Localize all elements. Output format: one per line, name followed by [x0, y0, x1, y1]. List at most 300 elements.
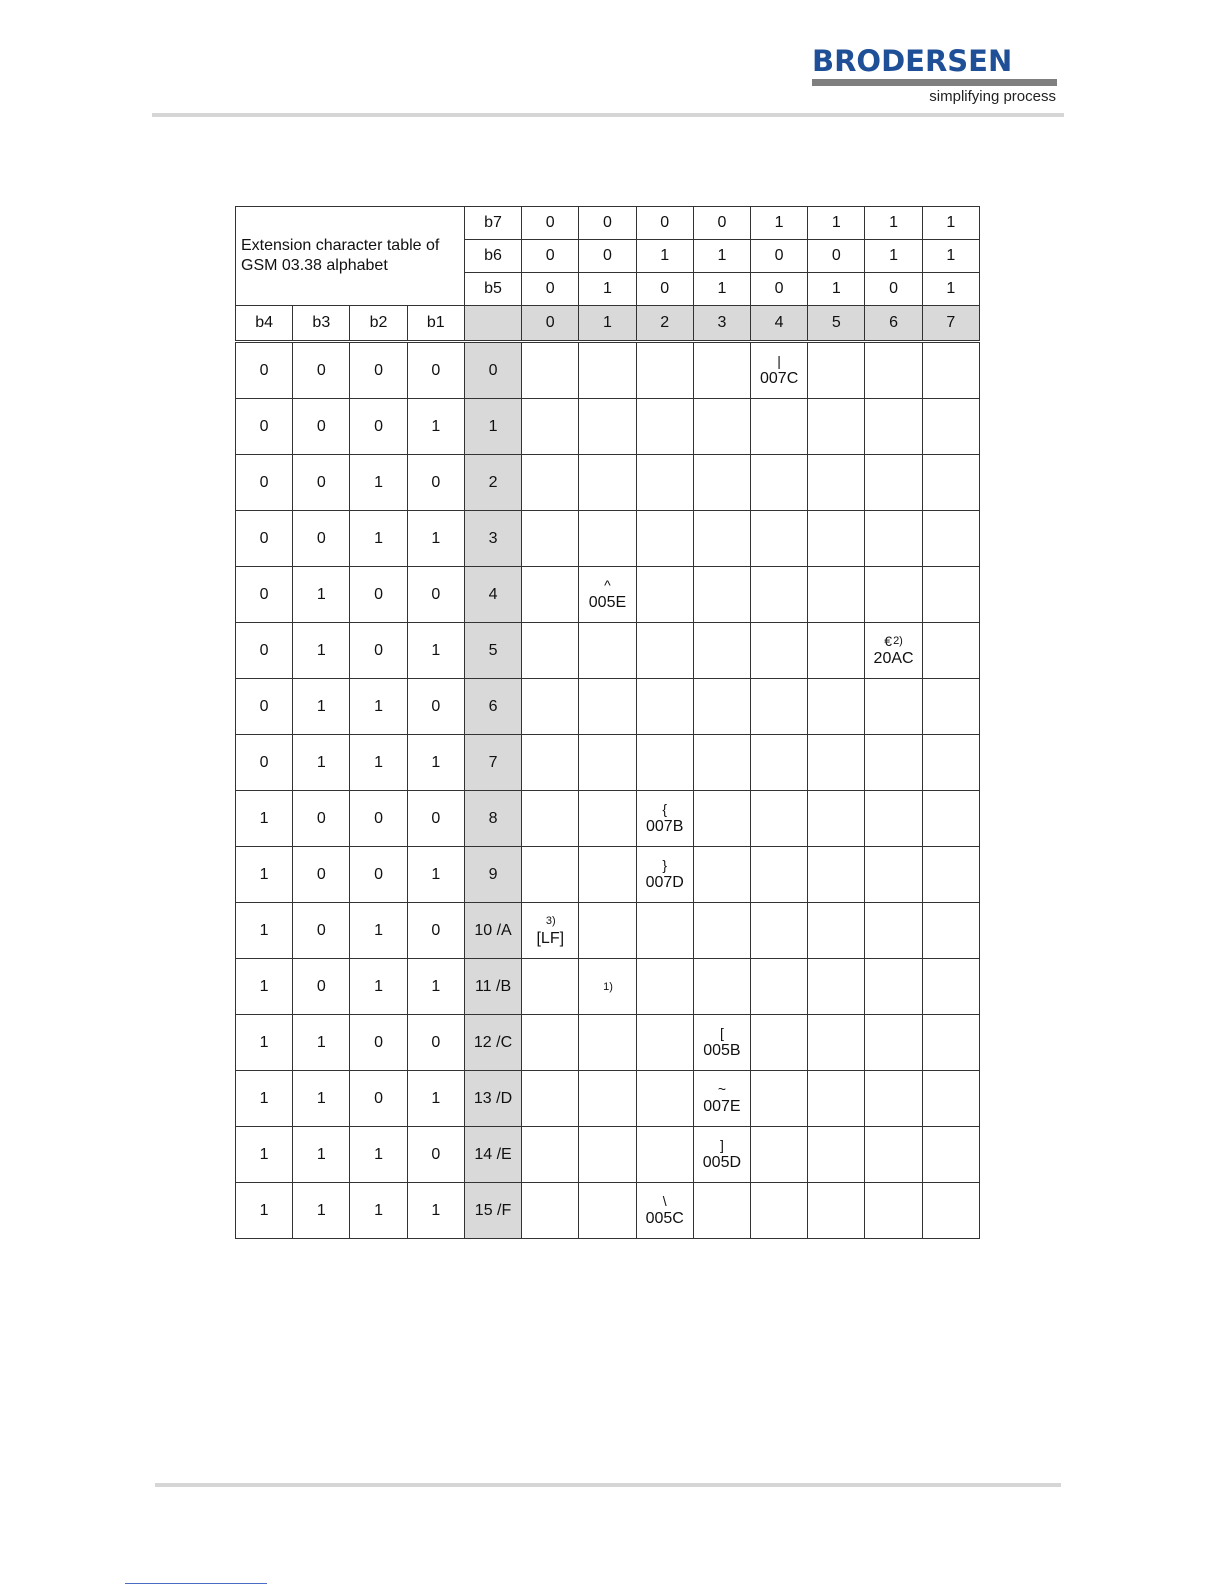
character-cell: [808, 1015, 865, 1071]
logo-bar: [812, 79, 1057, 86]
character-cell: [522, 735, 579, 791]
bit-value: 0: [407, 679, 464, 735]
character-cell: [865, 847, 922, 903]
bit-value: 0: [407, 1127, 464, 1183]
bit-header-row: [236, 207, 980, 240]
bit-value: 1: [865, 207, 922, 240]
bit-value: 1: [236, 1127, 293, 1183]
footnote-marker: 1): [603, 980, 613, 993]
character-glyph: [694, 1081, 750, 1097]
bit-value: 0: [236, 455, 293, 511]
character-glyph: [637, 857, 693, 873]
bit-value: 0: [865, 273, 922, 306]
glyph: ]: [719, 1136, 724, 1153]
character-cell: [579, 903, 636, 959]
character-cell: [922, 791, 979, 847]
column-index: 6: [865, 306, 922, 342]
unicode-code: 20AC: [873, 649, 914, 667]
bit-value: 0: [636, 273, 693, 306]
character-cell: [693, 903, 750, 959]
character-cell: [865, 1071, 922, 1127]
table-row: [236, 1183, 980, 1239]
table-row: [236, 455, 980, 511]
bit-value: 1: [407, 1071, 464, 1127]
character-cell: [865, 1015, 922, 1071]
character-cell: [693, 847, 750, 903]
bit-value: 0: [236, 679, 293, 735]
character-cell: [808, 679, 865, 735]
character-cell: [636, 399, 693, 455]
character-cell: [693, 623, 750, 679]
bit-value: 1: [693, 240, 750, 273]
glyph: }: [662, 856, 668, 873]
character-cell: [865, 791, 922, 847]
column-index: 4: [751, 306, 808, 342]
row-index: 1: [464, 399, 521, 455]
footnote-marker: 3): [545, 914, 556, 927]
bit-value: 1: [407, 735, 464, 791]
bit-label: b1: [407, 306, 464, 342]
bit-value: 0: [236, 567, 293, 623]
bit-value: 1: [293, 679, 350, 735]
row-index: 9: [464, 847, 521, 903]
character-cell: [522, 1183, 579, 1239]
character-cell: [579, 511, 636, 567]
character-cell: [865, 455, 922, 511]
bit-value: 1: [293, 1127, 350, 1183]
character-cell: [865, 1127, 922, 1183]
row-index: 15 /F: [464, 1183, 521, 1239]
character-cell: [636, 1071, 693, 1127]
bit-value: 0: [293, 959, 350, 1015]
glyph: \: [662, 1192, 667, 1209]
unicode-code: 005B: [703, 1041, 741, 1059]
footer-rule: [155, 1483, 1061, 1487]
bit-value: 1: [236, 1071, 293, 1127]
character-cell: [922, 1015, 979, 1071]
bit-value: 1: [293, 567, 350, 623]
character-cell: [865, 511, 922, 567]
character-cell: [693, 1015, 750, 1071]
character-cell: [636, 1015, 693, 1071]
character-cell: [522, 847, 579, 903]
bit-value: 1: [350, 511, 407, 567]
character-cell: [693, 959, 750, 1015]
bit-value: 1: [865, 240, 922, 273]
table-row: [236, 1127, 980, 1183]
character-cell: [636, 567, 693, 623]
character-cell: [922, 623, 979, 679]
character-cell: [579, 679, 636, 735]
bit-value: 0: [350, 342, 407, 399]
character-cell: [751, 735, 808, 791]
character-cell: [522, 1015, 579, 1071]
bit-value: 0: [293, 847, 350, 903]
character-cell: [579, 1127, 636, 1183]
bit-value: 0: [407, 455, 464, 511]
unicode-code: 005C: [645, 1209, 684, 1227]
unicode-code: 007E: [703, 1097, 741, 1115]
bit-value: 1: [407, 623, 464, 679]
character-cell: [865, 623, 922, 679]
bit-value: 0: [407, 903, 464, 959]
character-glyph: [637, 1193, 693, 1209]
table-caption: Extension character table of GSM 03.38 alphabet: [236, 207, 465, 306]
character-cell: [693, 791, 750, 847]
character-cell: [693, 1183, 750, 1239]
character-cell: [808, 1127, 865, 1183]
glyph: {: [662, 800, 668, 817]
character-cell: [922, 567, 979, 623]
bit-value: 1: [407, 959, 464, 1015]
bit-value: 0: [579, 240, 636, 273]
character-cell: [522, 903, 579, 959]
row-index: 0: [464, 342, 521, 399]
character-cell: [636, 735, 693, 791]
column-index: 0: [522, 306, 579, 342]
bit-value: 0: [293, 399, 350, 455]
bit-value: 1: [407, 399, 464, 455]
bit-label: b5: [464, 273, 521, 306]
character-cell: [751, 623, 808, 679]
character-cell: [865, 959, 922, 1015]
character-cell: [808, 342, 865, 399]
character-cell: [751, 399, 808, 455]
bit-value: 0: [350, 1015, 407, 1071]
character-cell: [693, 679, 750, 735]
bit-value: 0: [579, 207, 636, 240]
character-glyph: [865, 633, 921, 649]
character-cell: [693, 455, 750, 511]
glyph: |: [777, 352, 781, 369]
character-cell: [751, 791, 808, 847]
character-cell: [865, 1183, 922, 1239]
character-cell: [808, 1183, 865, 1239]
table-row: [236, 903, 980, 959]
unicode-code: 007C: [760, 369, 799, 387]
bit-value: 1: [350, 735, 407, 791]
column-index-row: [236, 306, 980, 342]
character-cell: [522, 399, 579, 455]
character-cell: [522, 511, 579, 567]
unicode-code: 007B: [646, 817, 684, 835]
character-cell: [579, 399, 636, 455]
header-rule: [152, 113, 1064, 117]
bit-value: 1: [407, 511, 464, 567]
row-index: 6: [464, 679, 521, 735]
bit-value: 0: [407, 791, 464, 847]
unicode-code: 007D: [645, 873, 684, 891]
character-cell: [808, 791, 865, 847]
character-cell: [579, 959, 636, 1015]
character-cell: [693, 567, 750, 623]
character-cell: [579, 623, 636, 679]
bit-value: 0: [693, 207, 750, 240]
character-cell: [751, 342, 808, 399]
character-cell: [579, 791, 636, 847]
character-cell: [579, 342, 636, 399]
character-cell: [865, 567, 922, 623]
bit-value: 1: [922, 207, 979, 240]
bit-value: 1: [293, 1183, 350, 1239]
table-row: [236, 511, 980, 567]
character-cell: [922, 1127, 979, 1183]
bit-value: 1: [350, 903, 407, 959]
character-cell: [579, 567, 636, 623]
bit-value: 0: [236, 342, 293, 399]
table-row: [236, 1015, 980, 1071]
character-cell: [522, 791, 579, 847]
extension-character-table: [235, 206, 980, 1239]
row-index: 7: [464, 735, 521, 791]
character-cell: [693, 1127, 750, 1183]
character-cell: [808, 455, 865, 511]
character-cell: [522, 679, 579, 735]
bit-value: 0: [407, 1015, 464, 1071]
character-cell: [636, 903, 693, 959]
table-row: [236, 1071, 980, 1127]
bit-value: 0: [350, 623, 407, 679]
bit-value: 0: [236, 399, 293, 455]
bit-value: 0: [350, 791, 407, 847]
character-cell: [865, 679, 922, 735]
row-index: 13 /D: [464, 1071, 521, 1127]
bit-value: 1: [407, 847, 464, 903]
character-cell: [922, 959, 979, 1015]
character-cell: [751, 679, 808, 735]
character-cell: [693, 511, 750, 567]
character-cell: [636, 847, 693, 903]
bit-label: b3: [293, 306, 350, 342]
row-index: 5: [464, 623, 521, 679]
table-row: [236, 567, 980, 623]
character-glyph: [751, 353, 807, 369]
logo-tagline: simplifying process: [929, 88, 1056, 105]
character-cell: [636, 1183, 693, 1239]
bit-value: 1: [350, 1183, 407, 1239]
character-cell: [922, 511, 979, 567]
bit-value: 0: [522, 273, 579, 306]
corner-cell: [464, 306, 521, 342]
row-index: 4: [464, 567, 521, 623]
bit-value: 1: [751, 207, 808, 240]
character-glyph: [694, 1137, 750, 1153]
column-index: 3: [693, 306, 750, 342]
row-index: 12 /C: [464, 1015, 521, 1071]
bit-value: 0: [350, 399, 407, 455]
character-cell: [808, 511, 865, 567]
extension-table-wrapper: [235, 206, 980, 1239]
character-cell: [693, 399, 750, 455]
glyph: ~: [717, 1080, 726, 1097]
character-cell: [808, 903, 865, 959]
bit-label: b2: [350, 306, 407, 342]
logo-wordmark: BRODERSEN: [812, 44, 1013, 78]
character-cell: [922, 679, 979, 735]
bit-value: 1: [350, 1127, 407, 1183]
character-cell: [751, 847, 808, 903]
row-index: 14 /E: [464, 1127, 521, 1183]
character-cell: [922, 1183, 979, 1239]
bit-value: 0: [293, 511, 350, 567]
column-index: 5: [808, 306, 865, 342]
unicode-code: 005E: [588, 593, 627, 611]
glyph: ^: [604, 576, 611, 593]
bit-value: 0: [350, 567, 407, 623]
character-cell: [636, 342, 693, 399]
character-glyph: [579, 577, 635, 593]
bit-value: 0: [293, 903, 350, 959]
character-cell: [808, 735, 865, 791]
table-row: [236, 623, 980, 679]
bit-value: 1: [293, 1015, 350, 1071]
table-row: [236, 735, 980, 791]
character-cell: [808, 847, 865, 903]
character-cell: [636, 679, 693, 735]
character-cell: [751, 903, 808, 959]
character-cell: [922, 342, 979, 399]
character-cell: [636, 455, 693, 511]
character-cell: [865, 903, 922, 959]
character-cell: [922, 399, 979, 455]
character-cell: [751, 455, 808, 511]
bit-value: 1: [236, 1183, 293, 1239]
bit-value: 0: [808, 240, 865, 273]
character-cell: [865, 399, 922, 455]
table-row: [236, 791, 980, 847]
row-index: 11 /B: [464, 959, 521, 1015]
bit-value: 1: [808, 273, 865, 306]
bit-value: 0: [636, 207, 693, 240]
character-cell: [522, 1071, 579, 1127]
bit-value: 1: [636, 240, 693, 273]
row-index: 8: [464, 791, 521, 847]
character-cell: [808, 567, 865, 623]
bit-value: 0: [522, 207, 579, 240]
character-cell: [579, 1015, 636, 1071]
character-cell: [636, 511, 693, 567]
bit-value: 0: [293, 791, 350, 847]
character-cell: [636, 623, 693, 679]
glyph: [: [719, 1024, 724, 1041]
bit-value: 0: [751, 273, 808, 306]
bit-value: 1: [922, 273, 979, 306]
bit-value: 1: [693, 273, 750, 306]
character-cell: [751, 511, 808, 567]
character-cell: [808, 623, 865, 679]
character-cell: [751, 1127, 808, 1183]
character-cell: [751, 1183, 808, 1239]
bit-value: 1: [407, 1183, 464, 1239]
character-cell: [751, 1015, 808, 1071]
bit-value: 1: [236, 1015, 293, 1071]
character-cell: [522, 455, 579, 511]
bit-value: 1: [293, 623, 350, 679]
character-cell: [865, 735, 922, 791]
character-cell: [522, 1127, 579, 1183]
character-cell: [579, 455, 636, 511]
character-cell: [579, 1071, 636, 1127]
bit-value: 1: [236, 791, 293, 847]
bit-value: 1: [350, 959, 407, 1015]
bit-value: 1: [236, 847, 293, 903]
bit-value: 0: [350, 1071, 407, 1127]
character-cell: [693, 735, 750, 791]
character-glyph: [694, 1025, 750, 1041]
row-index: 10 /A: [464, 903, 521, 959]
character-cell: [522, 342, 579, 399]
character-cell: [636, 1127, 693, 1183]
unicode-code: 005D: [702, 1153, 742, 1171]
bit-value: 1: [808, 207, 865, 240]
character-cell: [751, 567, 808, 623]
table-row: [236, 679, 980, 735]
table-row: [236, 847, 980, 903]
character-cell: [579, 1183, 636, 1239]
character-cell: [522, 959, 579, 1015]
character-cell: [693, 1071, 750, 1127]
bit-value: 0: [751, 240, 808, 273]
bit-value: 0: [236, 511, 293, 567]
bit-value: 0: [293, 342, 350, 399]
character-glyph: [637, 801, 693, 817]
character-glyph: [579, 979, 635, 995]
character-cell: [808, 399, 865, 455]
character-cell: [751, 959, 808, 1015]
table-row: [236, 959, 980, 1015]
bit-value: 0: [407, 342, 464, 399]
bit-value: 0: [522, 240, 579, 273]
bit-value: 1: [293, 735, 350, 791]
character-cell: [922, 735, 979, 791]
character-cell: [522, 623, 579, 679]
row-index: 3: [464, 511, 521, 567]
brodersen-logo: [812, 46, 1057, 106]
glyph: €: [884, 632, 893, 649]
character-cell: [922, 903, 979, 959]
bit-value: 0: [350, 847, 407, 903]
table-row: [236, 342, 980, 399]
bit-value: 0: [236, 735, 293, 791]
character-cell: [579, 735, 636, 791]
character-cell: [636, 791, 693, 847]
character-cell: [751, 1071, 808, 1127]
character-cell: [922, 455, 979, 511]
bit-label: b4: [236, 306, 293, 342]
bit-value: 1: [350, 455, 407, 511]
unicode-code: [LF]: [536, 929, 565, 947]
bit-value: 1: [236, 903, 293, 959]
footnote-marker: 2): [893, 634, 903, 647]
character-cell: [865, 342, 922, 399]
column-index: 2: [636, 306, 693, 342]
bit-value: 0: [407, 567, 464, 623]
bit-value: 0: [236, 623, 293, 679]
character-cell: [693, 342, 750, 399]
row-index: 2: [464, 455, 521, 511]
bit-label: b7: [464, 207, 521, 240]
bit-value: 1: [579, 273, 636, 306]
bit-value: 1: [922, 240, 979, 273]
bit-value: 1: [350, 679, 407, 735]
bit-value: 1: [293, 1071, 350, 1127]
character-glyph: [522, 913, 578, 929]
character-cell: [579, 847, 636, 903]
character-cell: [636, 959, 693, 1015]
column-index: 1: [579, 306, 636, 342]
character-cell: [808, 1071, 865, 1127]
character-cell: [922, 847, 979, 903]
